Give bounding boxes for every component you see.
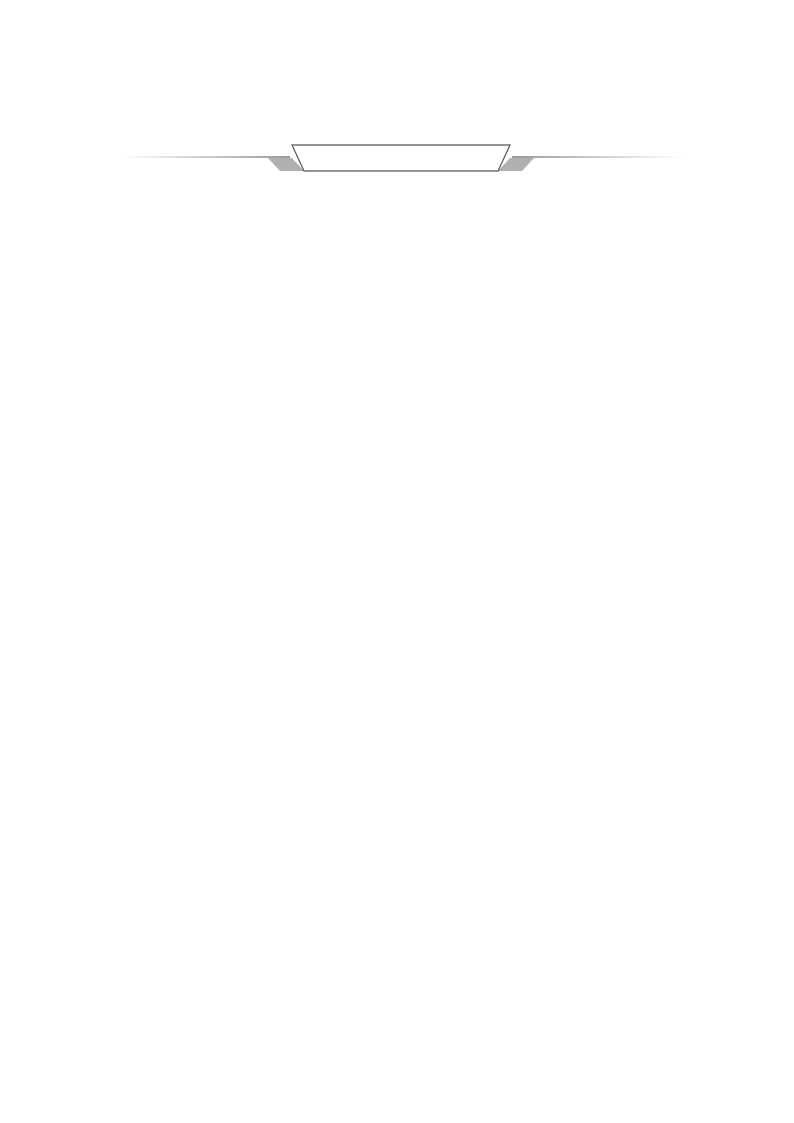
section-banner-decoration	[120, 143, 682, 173]
